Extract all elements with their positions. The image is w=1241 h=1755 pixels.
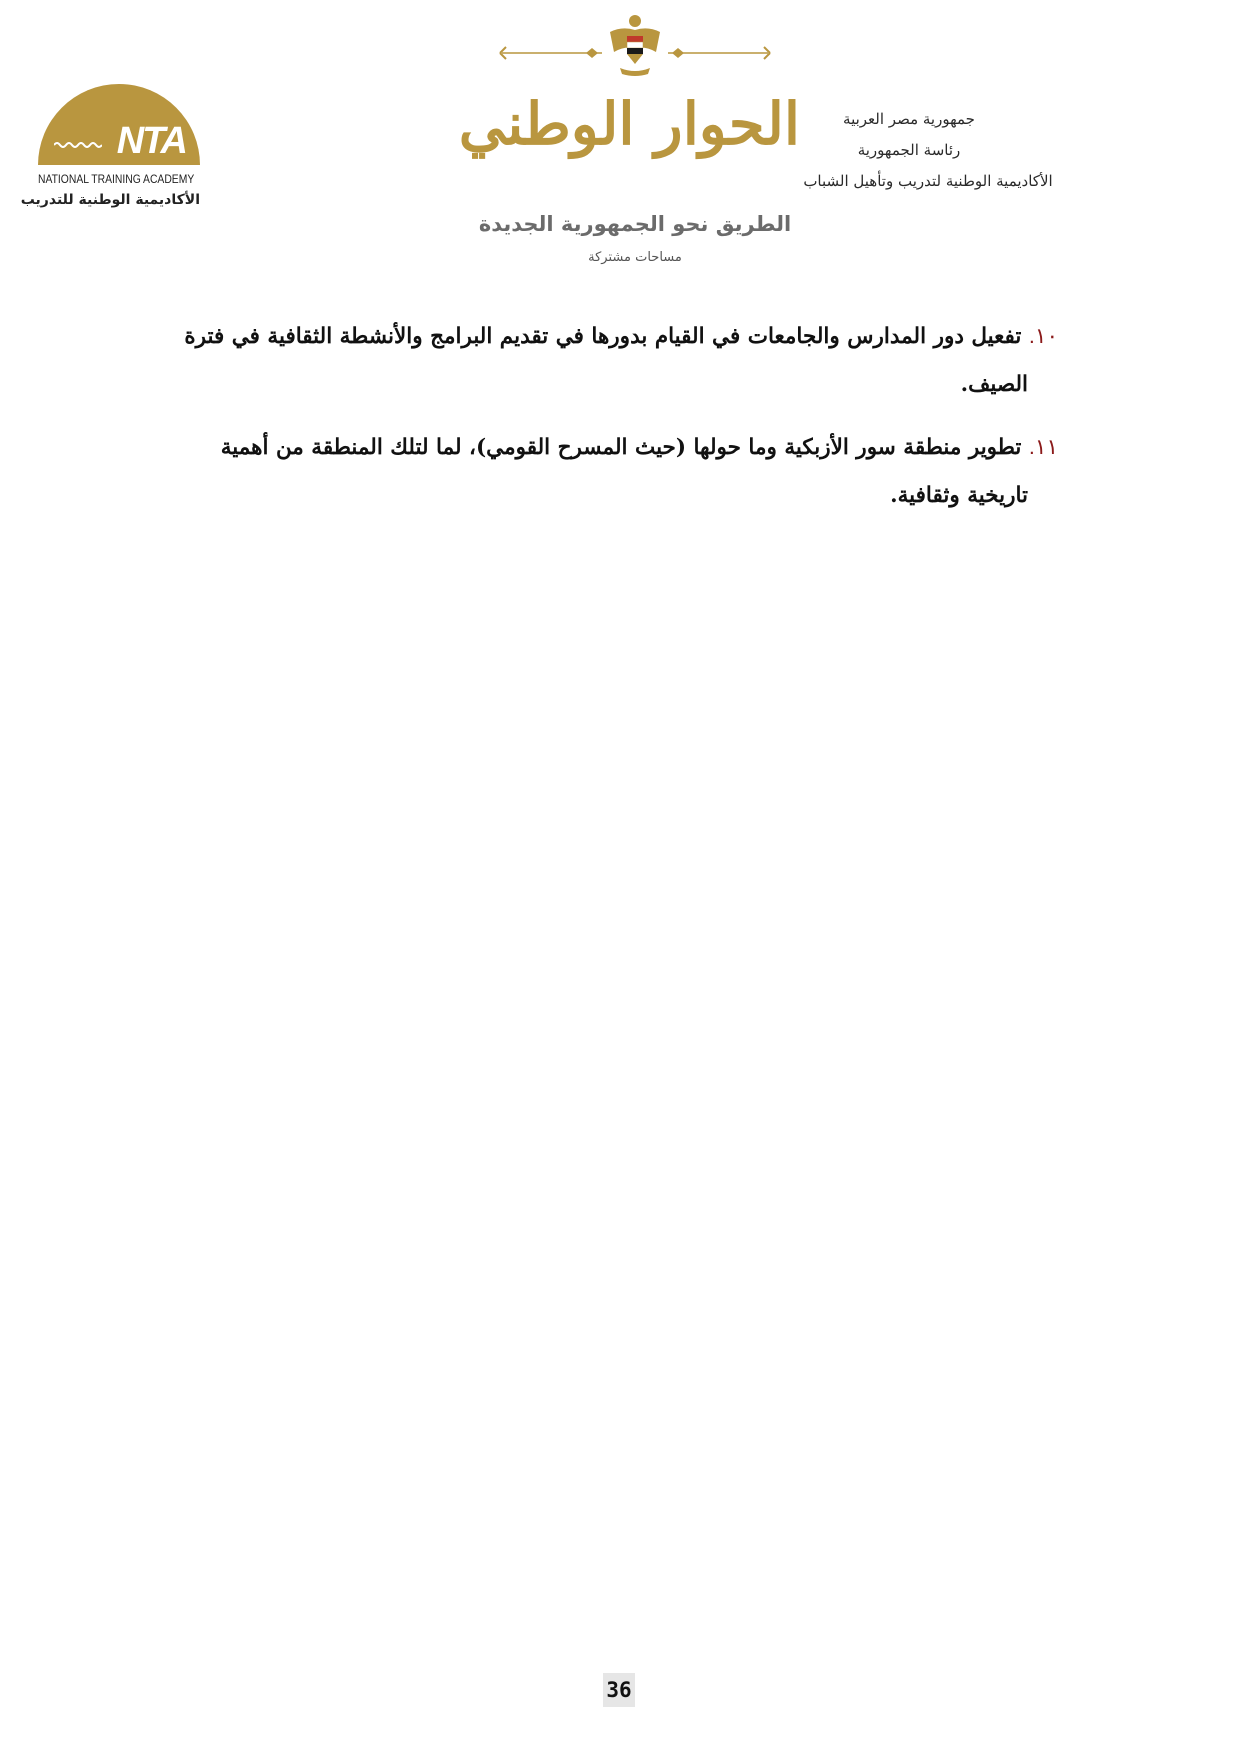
gov-line-presidency: رئاسة الجمهورية: [857, 141, 961, 159]
gov-line-academy: الأكاديمية الوطنية لتدريب وتأهيل الشباب: [803, 172, 1053, 190]
national-dialogue-logo: [458, 12, 800, 272]
dialogue-slogan: الطريق نحو الجمهورية الجديدة: [478, 212, 792, 236]
egypt-eagle-emblem: [608, 12, 662, 78]
nta-logo-emblem: [38, 84, 200, 165]
wave-icon: [54, 141, 102, 149]
ornament-left-icon: [498, 45, 606, 61]
nta-english-name: NATIONAL TRAINING ACADEMY: [38, 174, 195, 186]
nta-logo-word: NTA: [116, 120, 186, 162]
list-item-number: ١٠.: [1028, 324, 1058, 348]
list-item: [150, 312, 1058, 409]
dialogue-subslogan: مساحات مشتركة: [588, 250, 682, 265]
dialogue-calligraphy: الحوار الوطني: [458, 90, 800, 158]
eagle-icon: [608, 12, 662, 78]
list-item-number: ١١.: [1028, 435, 1058, 459]
list-item-text: تفعيل دور المدارس والجامعات في القيام بدورها في تقديم البرامج والأنشطة الثقافية في فترة: [184, 324, 1022, 349]
nta-logo: [20, 84, 200, 214]
list-item: [150, 423, 1058, 520]
ornament-right-icon: [664, 45, 772, 61]
gov-line-republic: جمهورية مصر العربية: [843, 110, 975, 128]
list-item-continuation: تاريخية وثقافية.: [890, 483, 1028, 508]
page-number: 36: [603, 1673, 635, 1707]
list-item-text: تطوير منطقة سور الأزبكية وما حولها (حيث المسرح القومي)، لما لتلك المنطقة من أهمية: [220, 435, 1022, 460]
list-item-continuation: الصيف.: [960, 372, 1028, 397]
document-body: [150, 312, 1058, 534]
nta-arabic-name: الأكاديمية الوطنية للتدريب: [20, 192, 200, 208]
